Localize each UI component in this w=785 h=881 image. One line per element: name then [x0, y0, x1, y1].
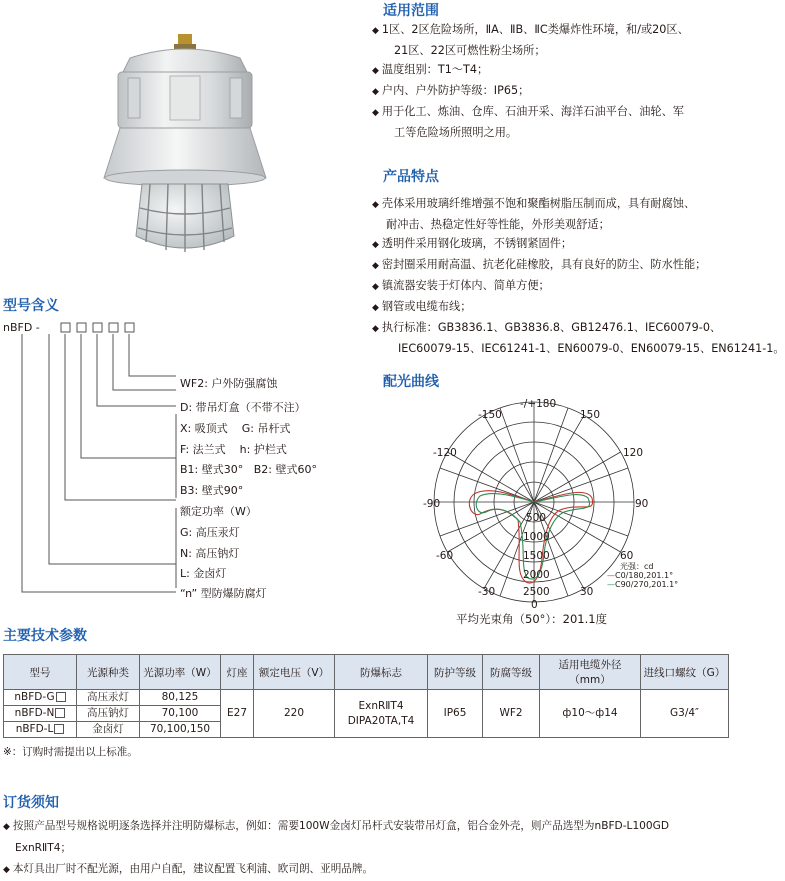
radial-label: 1000: [523, 531, 550, 543]
legend-c90: —C90/270,201.1°: [607, 580, 679, 589]
angle-label: 0: [531, 599, 538, 611]
cell-ex-mark: [335, 690, 428, 738]
list-item: 耐冲击、热稳定性好等性能，外形美观舒适；: [386, 218, 610, 231]
model-label: WF2: 户外防强腐蚀: [180, 377, 278, 390]
col-header: 防爆标志: [335, 655, 428, 690]
radial-label: 1500: [523, 550, 550, 562]
list-item: ◆ 用于化工、炼油、仓库、石油开采、海洋石油平台、油轮、军: [372, 105, 684, 118]
cell-power: 80,125: [140, 690, 221, 706]
model-label: 额定功率（W）: [180, 505, 257, 518]
legend-c90-text: C90/270,201.1°: [615, 580, 679, 589]
list-item: ◆ 温度组别：T1～T4；: [372, 63, 489, 76]
model-label: F: 法兰式 h: 护栏式: [180, 443, 287, 456]
radial-label: 2000: [523, 569, 550, 581]
list-item: ◆ 1区、2区危险场所，ⅡA、ⅡB、ⅡC类爆炸性环境，和/或20区、: [372, 23, 689, 36]
col-header: 光源功率（W）: [140, 655, 221, 690]
angle-label: -150: [478, 409, 502, 421]
angle-label: 120: [623, 447, 644, 459]
cell-voltage: 220: [254, 690, 335, 738]
table-header-row: [4, 655, 729, 690]
col-header: 防护等级: [428, 655, 483, 690]
model-label: B3: 壁式90°: [180, 484, 244, 497]
applicable-list: [372, 20, 689, 142]
spec-title: 主要技术参数: [3, 628, 87, 644]
list-item: ◆ 户内、户外防护等级：IP65；: [372, 84, 530, 97]
list-item: ◆ 透明件采用钢化玻璃，不锈钢紧固件；: [372, 237, 573, 250]
ordering-title: 订货须知: [3, 795, 59, 811]
cell-power: 70,100: [140, 706, 221, 722]
cell-model: nBFD-G: [4, 690, 77, 706]
ex-mark-line-2: DIPA20TA,T4: [347, 714, 415, 727]
cell-socket: E27: [221, 690, 254, 738]
list-item: IEC60079-15、IEC61241-1、EN60079-0、EN60079-15、EN61241-1。: [398, 342, 785, 355]
table-row: [4, 690, 729, 706]
col-header: 型号: [4, 655, 77, 690]
angle-label: -/+180: [520, 398, 557, 410]
list-item: ◆ 按照产品型号规格说明逐条选择并注明防爆标志，例如：需要100W金卤灯吊杆式安装带吊灯盒，铝合金外壳，则产品选型为nBFD-L100GD: [3, 820, 670, 832]
model-label: “n” 型防爆防腐灯: [180, 587, 267, 600]
model-label: D: 带吊灯盒（不带不注）: [180, 401, 306, 414]
list-item: ExnRⅡT4；: [15, 842, 72, 854]
col-header: 防腐等级: [483, 655, 540, 690]
cell-thread: G3/4″: [641, 690, 729, 738]
legend-c0: —C0/180,201.1°: [607, 571, 674, 580]
ordering-list: [3, 816, 669, 881]
angle-label: -60: [436, 550, 454, 562]
col-header: 灯座: [221, 655, 254, 690]
model-label: G: 高压汞灯: [180, 526, 240, 539]
curve-title: 配光曲线: [383, 374, 439, 390]
cell-model: nBFD-N: [4, 706, 77, 722]
ex-mark-line-1: ExnRⅡT4: [358, 699, 404, 712]
curve-caption: 平均光束角（50°）：201.1度: [456, 612, 608, 626]
angle-label: -120: [433, 447, 457, 459]
cell-ip: IP65: [428, 690, 483, 738]
list-item: ◆ 钢管或电缆布线；: [372, 300, 472, 313]
list-item: ◆ 执行标准：GB3836.1、GB3836.8、GB12476.1、IEC60079-0、: [372, 321, 722, 334]
applicable-title: 适用范围: [383, 3, 439, 19]
cell-source: 高压钠灯: [77, 706, 140, 722]
model-label: L: 金卤灯: [180, 567, 227, 580]
product-lamp-image: [100, 28, 270, 268]
features-title: 产品特点: [383, 169, 439, 185]
col-header: 额定电压（V）: [254, 655, 335, 690]
list-item: ◆ 密封圈采用耐高温、抗老化硅橡胶，具有良好的防尘、防水性能；: [372, 258, 707, 271]
cell-anticorrosion: WF2: [483, 690, 540, 738]
legend-c0-text: C0/180,201.1°: [615, 571, 674, 580]
angle-label: 90: [635, 498, 649, 510]
features-list: [372, 194, 785, 358]
cell-cable: ф10～ф14: [540, 690, 641, 738]
col-header: 适用电缆外径（mm）: [540, 655, 641, 690]
angle-label: -30: [478, 586, 496, 598]
angle-label: 150: [580, 409, 601, 421]
spec-table: [3, 654, 729, 738]
list-item: ◆ 本灯具出厂时不配光源，由用户自配，建议配置飞利浦、欧司朗、亚明品牌。: [3, 863, 374, 875]
col-header: 光源种类: [77, 655, 140, 690]
spec-note: ※：订购时需提出以上标准。: [3, 746, 138, 758]
model-prefix-text: nBFD -: [3, 321, 40, 334]
cell-source: 高压汞灯: [77, 690, 140, 706]
col-header: 进线口螺纹（G）: [641, 655, 729, 690]
radial-label: 2500: [523, 586, 550, 598]
model-label: B1: 壁式30° B2: 壁式60°: [180, 463, 317, 476]
angle-label: 60: [620, 550, 634, 562]
angle-label: 30: [580, 586, 594, 598]
angle-label: -90: [423, 498, 441, 510]
list-item: ◆ 镇流器安装于灯体内、简单方便；: [372, 279, 550, 292]
legend-title: 光强：cd: [620, 562, 654, 571]
list-item: ◆ 壳体采用玻璃纤维增强不饱和聚酯树脂压制而成，具有耐腐蚀、: [372, 197, 696, 210]
list-item: 工等危险场所照明之用。: [394, 126, 518, 139]
model-title: 型号含义: [3, 298, 59, 314]
model-label: N: 高压钠灯: [180, 547, 240, 560]
radial-label: 500: [526, 512, 547, 524]
model-label: X: 吸顶式 G: 吊杆式: [180, 422, 291, 435]
model-tree-diagram: [0, 318, 180, 602]
cell-power: 70,100,150: [140, 722, 221, 738]
list-item: 21区、22区可燃性粉尘场所；: [394, 44, 546, 57]
cell-source: 金卤灯: [77, 722, 140, 738]
cell-model: nBFD-L: [4, 722, 77, 738]
